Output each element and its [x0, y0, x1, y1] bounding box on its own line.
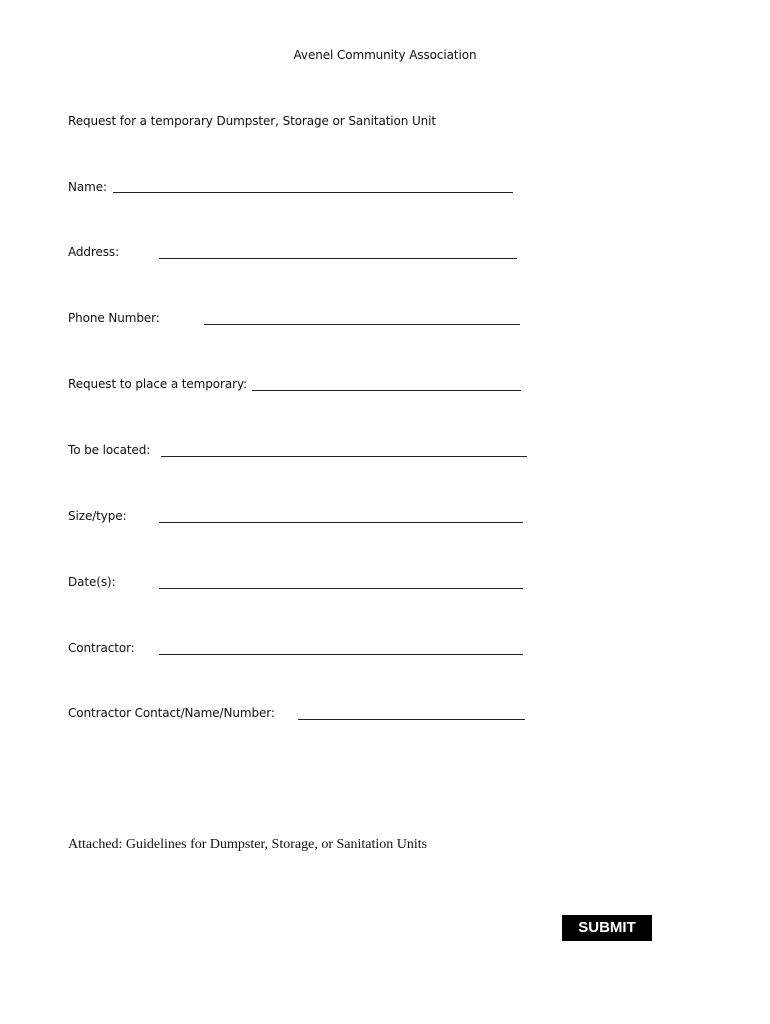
contractor-label: Contractor: — [68, 641, 135, 655]
request-type-field[interactable] — [252, 390, 521, 391]
page-title: Avenel Community Association — [293, 48, 477, 62]
address-field[interactable] — [159, 258, 517, 259]
attached-note: Attached: Guidelines for Dumpster, Storage, or Sanitation Units — [68, 837, 428, 852]
size-type-field[interactable] — [159, 522, 523, 523]
location-field[interactable] — [161, 456, 527, 457]
name-label: Name: — [68, 180, 107, 194]
contractor-contact-field[interactable] — [298, 719, 525, 720]
form-subtitle: Request for a temporary Dumpster, Storage or Sanitation Unit — [68, 114, 437, 128]
size-type-label: Size/type: — [68, 509, 127, 523]
phone-number-label: Phone Number: — [68, 311, 160, 325]
dates-field[interactable] — [159, 588, 523, 589]
submit-button[interactable]: SUBMIT — [562, 915, 652, 941]
contractor-contact-label: Contractor Contact/Name/Number: — [68, 706, 275, 720]
contractor-field[interactable] — [159, 654, 523, 655]
phone-number-field[interactable] — [204, 324, 520, 325]
dates-label: Date(s): — [68, 575, 116, 589]
address-label: Address: — [68, 245, 120, 259]
request-type-label: Request to place a temporary: — [68, 377, 248, 391]
name-field[interactable] — [113, 192, 513, 193]
location-label: To be located: — [68, 443, 151, 457]
